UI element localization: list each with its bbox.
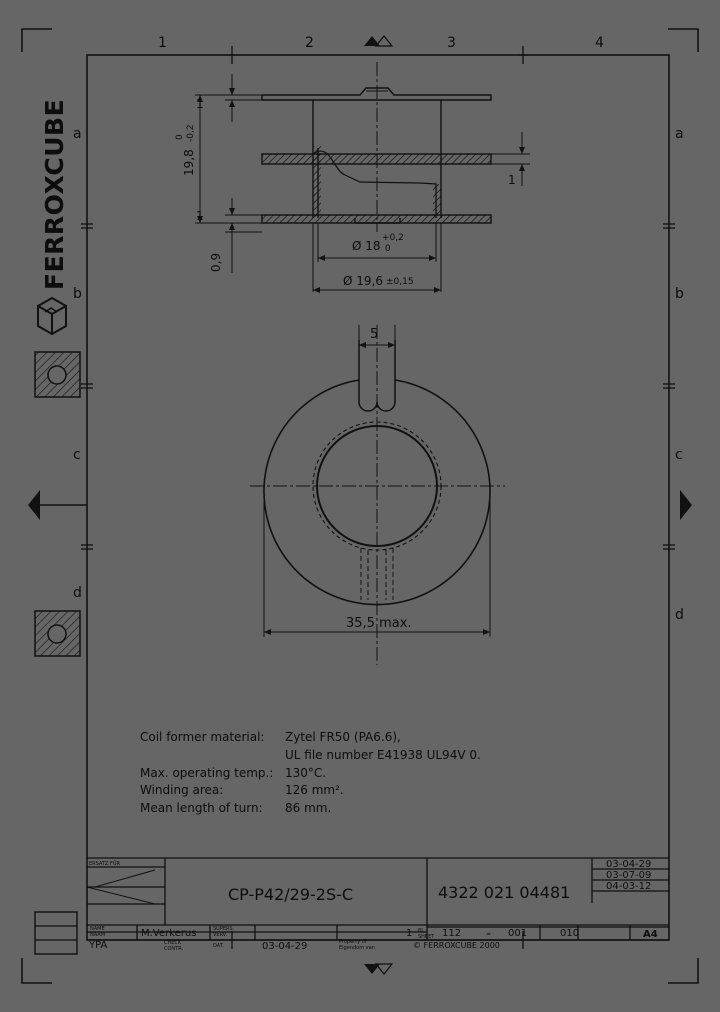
- name-label: NAME: [90, 926, 105, 932]
- height-tol-lower: -0,2: [186, 124, 196, 142]
- side-view-dim-text: [175, 97, 516, 288]
- date-label: DAT.: [213, 943, 224, 949]
- centering-arrows: [28, 36, 692, 974]
- version-code: 001: [508, 928, 528, 939]
- revision-date-1: 03-04-29: [606, 859, 652, 870]
- title-dash: -: [486, 926, 492, 942]
- row-label-a-left: a: [73, 126, 82, 142]
- paper-format: A4: [643, 929, 658, 940]
- column-label-3: 3: [447, 35, 456, 51]
- inner-dia: Ø 18: [352, 239, 381, 253]
- revision-code: 010: [560, 928, 580, 939]
- sheet-label-2: SHEET: [418, 934, 435, 940]
- revision-date-2: 03-07-09: [606, 870, 652, 881]
- max-dia-dim: 35,5 max.: [346, 616, 412, 631]
- revision-date-3: 04-03-12: [606, 881, 652, 892]
- mid-flange-thickness: 1: [508, 173, 516, 187]
- note-value-material: Zytel FR50 (PA6.6),: [285, 730, 401, 744]
- copyright: © FERROXCUBE 2000: [413, 941, 500, 950]
- material-notes: [140, 730, 481, 815]
- note-value-ul: UL file number E41938 UL94V 0.: [285, 748, 481, 762]
- row-label-c-right: c: [675, 447, 683, 463]
- row-label-d-right: d: [675, 607, 684, 623]
- name-label-2: NAAM: [90, 932, 106, 938]
- side-view-dimensions: [195, 74, 530, 292]
- property-label: Property of: [339, 939, 367, 945]
- column-label-2: 2: [305, 35, 314, 51]
- note-value-mlt: 86 mm.: [285, 801, 332, 815]
- sheet-number: 1: [406, 928, 413, 939]
- logo-text: FERROXCUBE: [40, 98, 69, 290]
- drawing-code: 112: [442, 928, 462, 939]
- note-label-winding: Winding area:: [140, 783, 224, 797]
- logo-cube-icon: [38, 298, 66, 334]
- row-label-c-left: c: [73, 447, 81, 463]
- part-number: 4322 021 04481: [438, 883, 571, 902]
- left-center-arrow-icon: [28, 490, 40, 520]
- inner-dia-tol-lower: 0: [385, 244, 391, 254]
- outer-dia-tol: ±0,15: [386, 277, 414, 287]
- date-value: 03-04-29: [262, 941, 308, 952]
- row-label-d-left: d: [73, 585, 82, 601]
- ersatz-label: ERSATZ FÜR: [89, 861, 121, 867]
- outer-dia: Ø 19,6: [343, 274, 383, 288]
- title-block-text: [88, 859, 658, 952]
- side-code: YPA: [89, 940, 108, 951]
- product-name: CP-P42/29-2S-C: [228, 885, 354, 904]
- column-label-4: 4: [595, 35, 604, 51]
- top-view-drawing: [250, 325, 505, 665]
- sheet-label: BL: [418, 928, 425, 934]
- punch-hole-marker-top: [35, 352, 80, 397]
- note-label-material: Coil former material:: [140, 730, 265, 744]
- bottom-flange-thickness: 1: [196, 209, 204, 223]
- foot-height: 0,9: [209, 252, 223, 272]
- side-view-drawing: [262, 62, 491, 232]
- column-label-1: 1: [158, 35, 167, 51]
- zone-labels: [73, 35, 684, 623]
- punch-hole-marker-bottom: [35, 611, 80, 656]
- check-label-2: CONTR.: [164, 946, 184, 952]
- ferroxcube-logo: [38, 99, 69, 334]
- height-dim: 19,8: [182, 149, 196, 176]
- right-center-arrow-icon: [680, 490, 692, 520]
- row-label-a-right: a: [675, 126, 684, 142]
- slot-width-dim: 5: [370, 327, 379, 342]
- note-label-temp: Max. operating temp.:: [140, 766, 274, 780]
- inner-dia-tol-upper: +0,2: [382, 233, 404, 243]
- supers-label-2: VERV.: [213, 932, 228, 938]
- height-tol-upper: 0: [175, 134, 185, 140]
- side-view-dim-arrows: [197, 88, 525, 293]
- note-value-temp: 130°C.: [285, 766, 327, 780]
- drawn-by: M.Verkerus: [141, 928, 197, 939]
- note-value-winding: 126 mm².: [285, 783, 344, 797]
- row-label-b-right: b: [675, 286, 684, 302]
- check-label: CHECK: [164, 940, 182, 946]
- note-label-mlt: Mean length of turn:: [140, 801, 263, 815]
- top-flange-thickness: 1: [196, 97, 204, 111]
- supers-label: SUPERS.: [213, 926, 235, 932]
- corner-marks: [22, 29, 698, 983]
- property-label-2: Eigendom van: [339, 945, 375, 951]
- row-label-b-left: b: [73, 286, 82, 302]
